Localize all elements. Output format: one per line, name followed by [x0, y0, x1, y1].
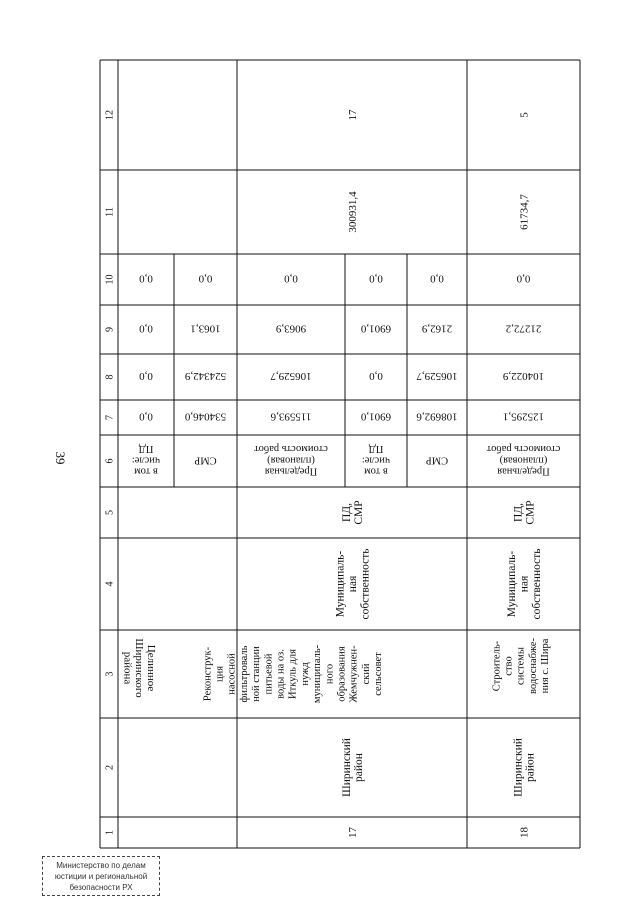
column-number-line: 5 — [104, 510, 116, 515]
cell-object-name-line: Реконструк- — [202, 646, 214, 702]
cell-cost-type — [254, 443, 328, 477]
column-number-line: 6 — [104, 458, 116, 464]
cell-value-line: 115593,6 — [270, 410, 312, 423]
cell-work-type — [512, 500, 536, 524]
cell-value-line: 104022,9 — [502, 370, 545, 383]
column-number-line: 8 — [104, 374, 116, 380]
cell-duration-line: 17 — [346, 109, 359, 121]
cell-value — [502, 370, 544, 382]
cell-value-line: 0,0 — [139, 272, 153, 285]
cell-value — [184, 411, 226, 423]
cell-capacity-line: 61734,7 — [518, 194, 531, 230]
cell-ownership-line: Муниципаль- — [506, 550, 519, 618]
cell-value — [139, 273, 153, 285]
cell-value — [503, 411, 544, 423]
cell-cost-type — [132, 443, 160, 477]
cell-value-line: 0,0 — [516, 272, 531, 285]
cell-value-line: 0,0 — [369, 370, 383, 383]
cell-row-number — [518, 827, 530, 839]
column-number — [105, 830, 116, 835]
cell-duration-line: 5 — [518, 112, 531, 118]
cell-object-name-line: муниципаль- — [312, 644, 324, 704]
cell-value-line: 6901,0 — [360, 410, 392, 423]
cell-cost-type-line: в том — [134, 465, 158, 477]
cell-value — [360, 323, 391, 335]
cell-value — [416, 411, 458, 423]
cell-cost-type-line: стоимость работ — [254, 442, 328, 454]
cell-value — [516, 273, 530, 285]
cell-continuation-object-line: Ширинского — [133, 638, 146, 698]
cell-object-name-line: Иткуль для — [287, 649, 299, 699]
cell-row-number-line: 18 — [518, 827, 531, 838]
cell-object-name-line: ной станции — [251, 646, 263, 702]
cell-value — [506, 323, 542, 335]
cell-value — [369, 273, 383, 285]
cell-value — [369, 370, 383, 382]
cell-capacity — [518, 194, 530, 230]
cell-value — [139, 411, 153, 423]
column-number-line: 2 — [104, 765, 116, 770]
cell-cost-type-line: Предельная — [497, 465, 550, 477]
cell-work-type-line: СМР — [353, 500, 366, 525]
column-number — [105, 582, 116, 587]
cell-object-name-line: фильтроваль — [238, 645, 250, 703]
cell-object-name-line: сельсовет — [373, 652, 385, 696]
cell-value — [270, 411, 311, 423]
stamp-line: Министерство по делам — [56, 861, 146, 870]
cell-object-name-line: Жемчужнен- — [348, 645, 360, 703]
cell-value-line: 106529,7 — [270, 370, 312, 383]
cell-cost-type — [194, 454, 216, 465]
cell-capacity-line: 300931,4 — [346, 191, 359, 233]
cell-value — [360, 411, 391, 423]
cell-object-name-line: Строитель- — [491, 640, 503, 692]
cell-continuation-object-line: района — [121, 651, 134, 685]
cell-value — [139, 370, 153, 382]
cell-value-line: 108692,6 — [416, 410, 458, 423]
cell-duration — [518, 112, 530, 118]
column-number — [105, 459, 116, 464]
cell-cost-type-line: (плановая) — [499, 454, 548, 466]
cell-duration — [347, 109, 359, 121]
cell-cost-type-line: стоимость работ — [486, 442, 561, 454]
column-number — [105, 510, 116, 515]
cell-value — [430, 273, 444, 285]
cell-value-line: 21272,2 — [505, 322, 542, 335]
cell-value-line: 9063,9 — [275, 322, 307, 335]
cell-value-line: 0,0 — [139, 370, 153, 383]
cell-work-type-line: ПД, — [512, 502, 525, 523]
cell-value-line: 0,0 — [139, 322, 153, 335]
cell-object-name-line: воды на оз. — [275, 649, 287, 699]
cell-object-name — [202, 644, 384, 703]
cell-ownership-line: ная — [347, 575, 360, 593]
cell-continuation-object-line: Целинное — [145, 644, 158, 692]
cell-ownership-line: собственность — [359, 548, 372, 620]
cell-value — [275, 323, 306, 335]
cell-district — [512, 738, 536, 797]
registration-stamp — [42, 856, 160, 896]
cell-value — [421, 323, 452, 335]
cell-cost-type-line: ПД — [138, 442, 154, 454]
cell-cost-type-line: СМР — [425, 454, 449, 466]
cell-object-name-line: питьевой — [263, 653, 275, 695]
stamp-line: безопасности РХ — [69, 883, 133, 892]
stamp-line: юстиции и региональной — [54, 872, 148, 881]
cell-cost-type-line: (плановая) — [267, 454, 315, 466]
cell-district-line: Ширинский — [340, 738, 353, 797]
cell-object-name-line: нужд — [299, 662, 311, 686]
cell-object-name-line: водоснабже- — [527, 638, 539, 694]
cell-value-line: 0,0 — [284, 272, 298, 285]
cell-cost-type-line: ПД — [368, 442, 384, 454]
cell-object-name-line: ного — [324, 663, 336, 685]
cell-value-line: 106529,7 — [416, 370, 458, 383]
column-number — [105, 327, 116, 332]
cell-value-line: 524342,9 — [184, 370, 227, 383]
cell-cost-type-line: СМР — [194, 454, 217, 466]
cell-value-line: 0,0 — [369, 272, 383, 285]
cell-row-number-line: 17 — [346, 827, 359, 838]
cell-row-number — [347, 827, 359, 839]
cell-value-line: 125295,1 — [502, 410, 545, 423]
cell-cost-type-line: Предельная — [264, 465, 318, 477]
column-number — [105, 110, 116, 120]
cell-value — [184, 370, 226, 382]
cell-object-name-line: насосной — [226, 653, 238, 695]
column-number — [105, 672, 116, 677]
cell-cost-type-line: числе: — [131, 454, 161, 466]
cell-work-type-line: СМР — [524, 500, 537, 525]
cell-value — [284, 273, 298, 285]
column-number — [105, 765, 116, 770]
cell-ownership-line: ная — [518, 575, 531, 593]
cell-value-line: 0,0 — [198, 272, 213, 285]
column-number-line: 1 — [104, 830, 116, 835]
cell-work-type — [341, 500, 365, 524]
cell-ownership — [335, 548, 372, 619]
cell-capacity — [347, 191, 359, 233]
page-number: 39 — [53, 451, 68, 465]
cell-value-line: 0,0 — [430, 272, 444, 285]
column-number-line: 3 — [104, 671, 116, 677]
column-number — [105, 375, 116, 380]
column-number-line: 10 — [104, 274, 116, 285]
cell-value — [270, 370, 312, 382]
column-number — [105, 207, 116, 217]
cell-object-name-line: образования — [336, 646, 348, 702]
cell-district-line: район — [524, 753, 537, 782]
cell-object-name-line: системы — [515, 647, 527, 685]
cell-district-line: район — [353, 753, 366, 782]
cell-cost-type-line: числе: — [361, 454, 391, 466]
cell-cost-type — [362, 443, 390, 477]
cell-cost-type-line: в том — [364, 465, 388, 477]
cell-object-name-line: ство — [503, 656, 515, 676]
cell-value-line: 1063,1 — [190, 322, 221, 335]
cell-value-line: 6901,0 — [360, 322, 392, 335]
cell-cost-type — [486, 443, 560, 477]
cell-value-line: 2162,9 — [421, 322, 453, 335]
cell-object-name-line: ция — [214, 665, 226, 683]
cell-ownership — [506, 548, 543, 619]
cell-value — [190, 323, 220, 335]
column-number-line: 9 — [104, 327, 116, 332]
cell-district-line: Ширинский — [512, 738, 525, 797]
cell-object-name-line: ский — [360, 663, 372, 685]
column-number-line: 11 — [104, 207, 116, 217]
cell-value-line: 534046,0 — [184, 410, 227, 423]
column-number — [105, 415, 116, 420]
cell-cost-type — [426, 454, 448, 465]
cell-ownership-line: собственность — [530, 548, 543, 620]
column-number-line: 4 — [104, 581, 116, 587]
cell-ownership-line: Муниципаль- — [334, 550, 347, 618]
cell-work-type-line: ПД, — [340, 502, 353, 523]
cell-object-name-line: ния с. Шира — [540, 638, 552, 694]
cell-value-line: 0,0 — [139, 410, 153, 423]
cell-district — [341, 738, 365, 797]
column-number-line: 7 — [104, 415, 116, 420]
cell-value — [139, 323, 153, 335]
cell-continuation-object — [121, 638, 157, 698]
column-number — [105, 275, 116, 285]
cell-value — [416, 370, 458, 382]
cell-object-name — [491, 638, 551, 694]
cell-value — [198, 273, 212, 285]
column-number-line: 12 — [104, 110, 116, 120]
